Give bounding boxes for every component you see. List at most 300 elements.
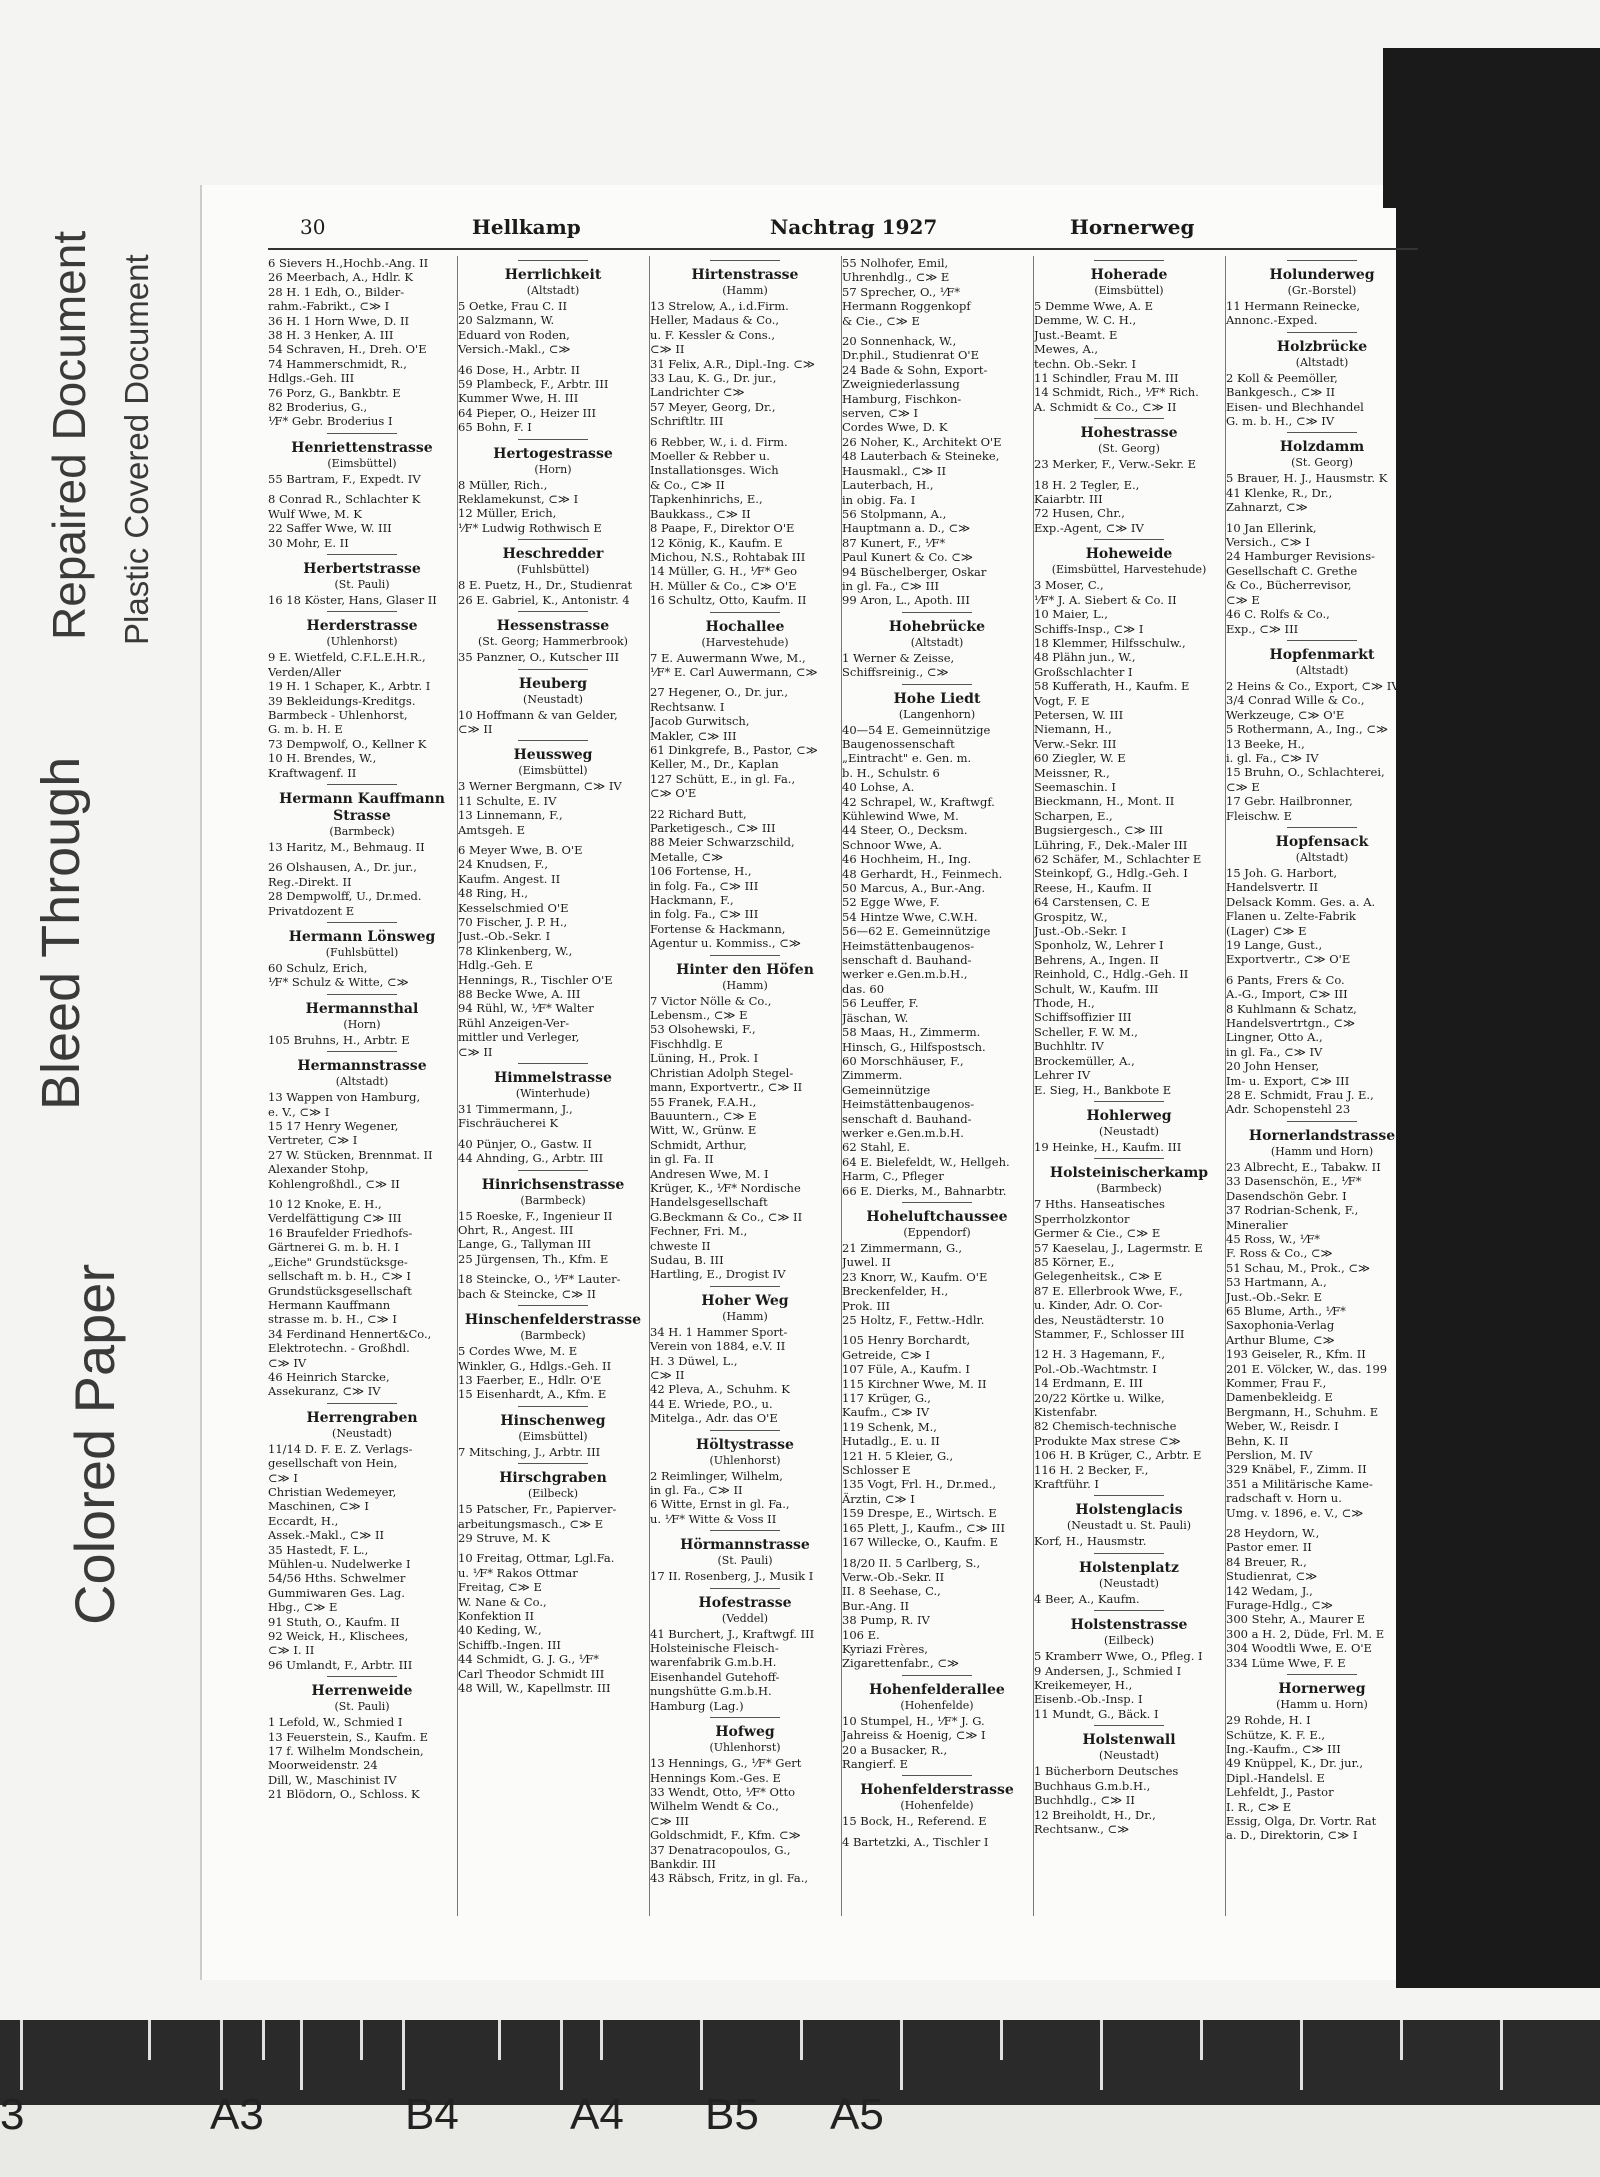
resident-entry: 22 Richard Butt,	[650, 806, 747, 821]
resident-entry: 7 Hths. Hanseatisches	[1034, 1197, 1165, 1212]
resident-entry: ⅟F* J. A. Siebert & Co. II	[1034, 592, 1177, 607]
resident-entry: Eduard von Roden,	[458, 327, 570, 342]
resident-entry: 35 Hastedt, F. L.,	[268, 1542, 369, 1557]
street-district: (Harvestehude)	[701, 635, 789, 649]
running-header	[300, 215, 1420, 249]
resident-entry: Kyriazi Frères,	[842, 1641, 928, 1656]
resident-entry: 20 Sonnenhack, W.,	[842, 334, 957, 349]
resident-entry: Goldschmidt, F., Kfm. ⊂≫	[650, 1828, 801, 1843]
resident-entry: Grospitz, W.,	[1034, 909, 1108, 924]
street-heading: Hoheluftchaussee	[866, 1208, 1008, 1225]
resident-entry: 48 Lauterbach & Steineke,	[842, 449, 1000, 464]
resident-entry: Landrichter ⊂≫	[650, 385, 745, 400]
resident-entry: 201 E. Völcker, W., das. 199	[1226, 1361, 1388, 1376]
street-district: (St. Pauli)	[334, 1700, 390, 1714]
resident-entry: 31 Timmermann, J.,	[458, 1102, 573, 1117]
resident-entry: 107 Füle, A., Kaufm. I	[842, 1362, 970, 1377]
resident-entry: & Cie., ⊂≫ E	[842, 313, 920, 328]
resident-entry: 87 E. Ellerbrook Wwe, F.,	[1034, 1283, 1183, 1298]
resident-entry: Flanen u. Zelte-Fabrik	[1226, 909, 1356, 924]
street-heading: Hermann Kauffmann Strasse	[279, 790, 445, 824]
resident-entry: Germer & Cie., ⊂≫ E	[1034, 1226, 1161, 1241]
resident-entry: 9 Andersen, J., Schmied I	[1034, 1663, 1182, 1678]
resident-entry: 23 Albrecht, E., Tabakw. II	[1226, 1159, 1381, 1174]
ruler-tick	[1300, 2020, 1303, 2090]
street-heading: Hohlerweg	[1086, 1107, 1172, 1124]
street-heading: Hessenstrasse	[496, 618, 610, 635]
resident-entry: 60 Morschhäuser, F.,	[842, 1053, 964, 1068]
resident-entry: Carl Theodor Schmidt III	[458, 1666, 605, 1681]
ruler-label: A5	[830, 2090, 884, 2139]
resident-entry: Breckenfelder, H.,	[842, 1284, 949, 1299]
resident-entry: 115 Kirchner Wwe, M. II	[842, 1376, 987, 1391]
resident-entry: W. Nane & Co.,	[458, 1594, 547, 1609]
resident-entry: Lüning, H., Prok. I	[650, 1051, 759, 1066]
resident-entry: 28 E. Schmidt, Frau J. E.,	[1226, 1088, 1374, 1103]
header-rule	[268, 248, 1418, 250]
resident-entry: 18 Klemmer, Hilfsschulw.,	[1034, 635, 1186, 650]
resident-entry: 17 Gebr. Hailbronner,	[1226, 794, 1353, 809]
street-heading: Himmelstrasse	[494, 1070, 612, 1087]
resident-entry: 13 Linnemann, F.,	[458, 808, 563, 823]
street-divider	[1094, 1610, 1164, 1611]
resident-entry: 34 Ferdinand Hennert&Co.,	[268, 1326, 432, 1341]
resident-entry: Vogt, F. E	[1034, 693, 1090, 708]
column-rule	[649, 256, 650, 1916]
resident-entry: Kesselschmied O'E	[458, 900, 569, 915]
resident-entry: 91 Stuth, O., Kaufm. II	[268, 1614, 400, 1629]
resident-entry: 13 Hennings, G., ⅟F* Gert	[650, 1756, 802, 1771]
resident-entry: Konfektion II	[458, 1608, 535, 1623]
street-district: (Neustadt)	[523, 692, 583, 706]
resident-entry: Bieckmann, H., Mont. II	[1034, 794, 1175, 809]
scanner-dark-edge	[1396, 48, 1600, 1988]
resident-entry: 19 Heinke, H., Kaufm. III	[1034, 1139, 1182, 1154]
street-heading: Henriettenstrasse	[291, 439, 433, 456]
resident-entry: 16 Schultz, Otto, Kaufm. II	[650, 593, 807, 608]
street-divider	[518, 1063, 588, 1064]
resident-entry: 46 Heinrich Starcke,	[268, 1369, 390, 1384]
resident-entry: Keller, M., Dr., Kaplan	[650, 757, 779, 772]
resident-entry: 10 Maier, L.,	[1034, 607, 1108, 622]
resident-entry: 55 Franek, F.A.H.,	[650, 1094, 757, 1109]
resident-entry: werker e.Gen.m.b.H.	[842, 1125, 964, 1140]
resident-entry: Lehrer IV	[1034, 1068, 1091, 1083]
resident-entry: Petersen, W. III	[1034, 707, 1124, 722]
resident-entry: ⅟F* Ludwig Rothwisch E	[458, 520, 602, 535]
ruler-tick	[560, 2020, 563, 2090]
resident-entry: serven, ⊂≫ I	[842, 406, 919, 421]
resident-entry: 20 John Henser,	[1226, 1059, 1320, 1074]
resident-entry: Schiffb.-Ingen. III	[458, 1637, 561, 1652]
street-district: (Altstadt)	[526, 284, 580, 297]
resident-entry: Delsack Komm. Ges. a. A.	[1226, 894, 1376, 909]
street-district: (Hamm u. Horn)	[1276, 1698, 1368, 1712]
resident-entry: 64 Carstensen, C. E	[1034, 895, 1150, 910]
resident-entry: 19 H. 1 Schaper, K., Arbtr. I	[268, 679, 431, 694]
resident-entry: Prok. III	[842, 1298, 891, 1313]
resident-entry: Hdlg.-Geh. E	[458, 958, 534, 973]
street-district: (Hamm)	[722, 284, 768, 297]
resident-entry: F. Ross & Co., ⊂≫	[1226, 1246, 1333, 1261]
resident-entry: Handelsvertrtgn., ⊂≫	[1226, 1016, 1355, 1031]
street-heading: Holzdamm	[1279, 439, 1365, 456]
resident-entry: Gummiwaren Ges. Lag.	[268, 1585, 405, 1600]
street-heading: Holsteinischerkamp	[1049, 1165, 1209, 1182]
directory-column	[1226, 256, 1418, 1916]
resident-entry: 3 Moser, C.,	[1034, 578, 1104, 593]
resident-entry: 121 H. 5 Kleier, G.,	[842, 1448, 954, 1463]
street-divider	[902, 1675, 972, 1676]
resident-entry: Harm, C., Pfleger	[842, 1169, 944, 1184]
street-heading: Hirtenstrasse	[691, 267, 799, 283]
resident-entry: 28 H. 1 Edh, O., Bilder-	[268, 284, 405, 299]
resident-entry: Behrens, A., Ingen. II	[1034, 952, 1159, 967]
street-heading: Hermannsthal	[305, 1000, 419, 1017]
resident-entry: 76 Porz, G., Bankbtr. E	[268, 385, 401, 400]
resident-entry: 13 Haritz, M., Behmaug. II	[268, 839, 425, 854]
resident-entry: Kommer, Frau F.,	[1226, 1375, 1327, 1390]
label-colored-paper: Colored Paper	[63, 1263, 126, 1625]
street-divider	[902, 684, 972, 685]
resident-entry: 51 Schau, M., Prok., ⊂≫	[1226, 1260, 1371, 1275]
resident-entry: ⊂≫ IV	[268, 1355, 307, 1370]
resident-entry: Exp.-Agent, ⊂≫ IV	[1034, 520, 1144, 535]
resident-entry: in gl. Fa., ⊂≫ IV	[1226, 1044, 1323, 1059]
resident-entry: Hennings Kom.-Ges. E	[650, 1770, 781, 1785]
resident-entry: 25 Jürgensen, Th., Kfm. E	[458, 1251, 609, 1266]
resident-entry: Bergmann, H., Schuhm. E	[1226, 1404, 1379, 1419]
resident-entry: 193 Geiseler, R., Kfm. II	[1226, 1347, 1366, 1362]
street-district: (Hamm und Horn)	[1270, 1144, 1374, 1158]
resident-entry: Behn, K. II	[1226, 1433, 1289, 1448]
directory-column	[842, 256, 1032, 1916]
resident-entry: Holsteinische Fleisch-	[650, 1641, 779, 1656]
resident-entry: 42 Schrapel, W., Kraftwgf.	[842, 794, 995, 809]
resident-entry: Christian Adolph Stegel-	[650, 1065, 794, 1080]
street-district: (Veddel)	[721, 1611, 769, 1625]
resident-entry: Barmbeck - Uhlenhorst,	[268, 707, 408, 722]
resident-entry: 24 Hamburger Revisions-	[1226, 549, 1376, 564]
resident-entry: 7 Victor Nölle & Co.,	[650, 993, 772, 1008]
resident-entry: ⅟F* E. Carl Auwermann, ⊂≫	[650, 664, 818, 679]
street-heading: Hohebrücke	[888, 618, 986, 635]
resident-entry: werker e.Gen.m.b.H.,	[842, 967, 968, 982]
resident-entry: 6 Rebber, W., i. d. Firm.	[650, 434, 788, 449]
street-divider	[518, 740, 588, 741]
resident-entry: Parketigesch., ⊂≫ III	[650, 821, 776, 835]
resident-entry: Verein von 1884, e.V. II	[650, 1339, 786, 1354]
resident-entry: Reg.-Direkt. II	[268, 874, 352, 889]
street-district: (Neustadt)	[1099, 1576, 1159, 1590]
resident-entry: a. D., Direktorin, ⊂≫ I	[1226, 1828, 1358, 1843]
resident-entry: Buchhltr. IV	[1034, 1039, 1104, 1054]
resident-entry: 33 Lau, K. G., Dr. jur.,	[650, 371, 777, 386]
resident-entry: Handelsvertr. II	[1226, 880, 1319, 895]
resident-entry: Hamburg (Lag.)	[650, 1698, 744, 1713]
resident-entry: 55 Nolhofer, Emil,	[842, 256, 949, 270]
resident-entry: i. gl. Fa., ⊂≫ IV	[1226, 750, 1319, 765]
ruler-label: 3	[0, 2090, 25, 2139]
resident-entry: Schiffs-Insp., ⊂≫ I	[1034, 621, 1144, 636]
street-heading: Hoher Weg	[701, 1292, 789, 1309]
resident-entry: Freitag, ⊂≫ E	[458, 1580, 542, 1595]
resident-entry: mann, Exportvertr., ⊂≫ II	[650, 1080, 803, 1095]
street-divider	[1287, 260, 1357, 261]
resident-entry: 5 Kramberr Wwe, O., Pfleg. I	[1034, 1649, 1203, 1664]
resident-entry: Rechtsanw. I	[650, 699, 725, 714]
resident-entry: radschaft v. Horn u.	[1226, 1491, 1342, 1506]
street-divider	[1094, 1101, 1164, 1102]
street-divider	[327, 922, 397, 923]
street-district: (Eppendorf)	[903, 1225, 971, 1239]
resident-entry: 15 17 Henry Wegener,	[268, 1119, 399, 1134]
resident-entry: Thode, H.,	[1034, 996, 1095, 1011]
resident-entry: Reese, H., Kaufm. II	[1034, 880, 1152, 895]
resident-entry: 117 Krüger, G.,	[842, 1391, 931, 1406]
resident-entry: in folg. Fa., ⊂≫ III	[650, 907, 759, 922]
resident-entry: Moeller & Rebber u.	[650, 449, 770, 464]
street-heading: Hohe Liedt	[893, 690, 981, 707]
street-divider	[902, 612, 972, 613]
street-divider	[1287, 332, 1357, 333]
street-divider	[1287, 640, 1357, 641]
resident-entry: 24 Bade & Sohn, Export-	[842, 362, 988, 377]
column-rule	[457, 256, 458, 1916]
header-title: Nachtrag 1927	[770, 215, 938, 239]
resident-entry: 15 Bruhn, O., Schlachterei,	[1226, 765, 1385, 780]
street-district: (Altstadt)	[910, 635, 964, 649]
street-district: (Langenhorn)	[898, 707, 976, 721]
resident-entry: 26 E. Gabriel, K., Antonistr. 4	[458, 592, 630, 607]
resident-entry: Cordes Wwe, D. K	[842, 420, 948, 435]
resident-entry: 99 Aron, L., Apoth. III	[842, 593, 970, 608]
resident-entry: arbeitungsmasch., ⊂≫ E	[458, 1516, 604, 1531]
street-district: (Barmbeck)	[329, 824, 395, 838]
resident-entry: 21 Blödorn, O., Schloss. K	[268, 1787, 420, 1802]
resident-entry: Baukkass., ⊂≫ II	[650, 506, 751, 521]
resident-entry: Uhrenhdlg., ⊂≫ E	[842, 270, 950, 285]
street-divider	[1094, 1158, 1164, 1159]
resident-entry: Schmidt, Arthur,	[650, 1137, 747, 1152]
resident-entry: Hackmann, F.,	[650, 893, 734, 908]
resident-entry: Annonc.-Exped.	[1226, 313, 1318, 328]
resident-entry: 44 E. Wriede, P.O., u.	[650, 1396, 773, 1411]
resident-entry: 12 Müller, Erich,	[458, 506, 557, 521]
resident-entry: Tapkenhinrichs, E.,	[650, 492, 763, 507]
resident-entry: 167 Willecke, O., Kaufm. E	[842, 1535, 999, 1550]
resident-entry: Pol.-Ob.-Wachtmstr. I	[1034, 1361, 1157, 1376]
resident-entry: 44 Schmidt, G. J. G., ⅟F*	[458, 1652, 600, 1667]
ruler-label: B4	[405, 2090, 459, 2139]
resident-entry: Schult, W., Kaufm. III	[1034, 981, 1159, 996]
street-district: (Eilbeck)	[1103, 1634, 1155, 1648]
street-divider	[518, 260, 588, 261]
resident-entry: Jäschan, W.	[842, 1010, 909, 1025]
resident-entry: Furage-Hdlg., ⊂≫	[1226, 1598, 1333, 1613]
resident-entry: Installationsges. Wich	[650, 463, 779, 478]
resident-entry: Fortense & Hackmann,	[650, 921, 786, 936]
label-plastic-covered-document: Plastic Covered Document	[118, 254, 155, 645]
resident-entry: 88 Becke Wwe, A. III	[458, 987, 581, 1001]
resident-entry: 33 Wendt, Otto, ⅟F* Otto	[650, 1784, 796, 1799]
resident-entry: 7 Mitsching, J., Arbtr. III	[458, 1444, 601, 1459]
resident-entry: 59 Plambeck, F., Arbtr. III	[458, 377, 609, 392]
resident-entry: 14 Erdmann, E. III	[1034, 1376, 1143, 1391]
resident-entry: Exp., ⊂≫ III	[1226, 621, 1299, 636]
street-district: (St. Georg)	[1098, 442, 1160, 456]
resident-entry: Essig, Olga, Dr. Vortr. Rat	[1226, 1813, 1377, 1828]
resident-entry: Versich., ⊂≫ I	[1226, 535, 1310, 550]
resident-entry: 49 Knüppel, K., Dr. jur.,	[1226, 1756, 1364, 1771]
resident-entry: Fischhdlg. E	[650, 1036, 723, 1051]
resident-entry: Fechner, Fri. M.,	[650, 1224, 748, 1239]
street-heading: Holzbrücke	[1276, 338, 1368, 355]
street-divider	[710, 955, 780, 956]
street-divider	[327, 611, 397, 612]
resident-entry: Hermann Roggenkopf	[842, 299, 971, 314]
street-heading: Hohenfelderstrasse	[860, 1782, 1014, 1799]
resident-entry: 11 Schulte, E. IV	[458, 793, 557, 808]
resident-entry: 14 Schmidt, Rich., ⅟F* Rich.	[1034, 385, 1199, 400]
resident-entry: ⅟F* Gebr. Broderius I	[268, 414, 393, 429]
resident-entry: 26 Olshausen, A., Dr. jur.,	[268, 860, 417, 875]
street-district: (Fuhlsbüttel)	[516, 563, 590, 577]
street-heading: Hirschgraben	[499, 1470, 607, 1487]
resident-entry: Exportvertr., ⊂≫ O'E	[1226, 952, 1351, 967]
resident-entry: Jahreiss & Hoenig, ⊂≫ I	[842, 1728, 986, 1743]
resident-entry: 23 Merker, F., Verw.-Sekr. E	[1034, 457, 1197, 472]
street-heading: Hohestrasse	[1080, 425, 1178, 442]
street-heading: Hinschenfelderstrasse	[464, 1312, 642, 1329]
resident-entry: Großschlachter I	[1034, 664, 1133, 679]
resident-entry: 12 H. 3 Hagemann, F.,	[1034, 1347, 1166, 1362]
resident-entry: Kaufm. Angest. II	[458, 871, 561, 886]
ruler-tick	[360, 2020, 363, 2060]
resident-entry: 48 Plähn jun., W.,	[1034, 650, 1136, 665]
resident-entry: 30 Mohr, E. II	[268, 535, 349, 550]
resident-entry: 37 Denatracopoulos, G.,	[650, 1842, 791, 1857]
resident-entry: Kohlengroßhdl., ⊂≫ II	[268, 1176, 400, 1191]
resident-entry: Stammer, F., Schlosser III	[1034, 1326, 1185, 1341]
resident-entry: 64 Pieper, O., Heizer III	[458, 405, 597, 420]
resident-entry: Schiffsoffizier III	[1034, 1010, 1132, 1025]
resident-entry: 37 Rodrian-Schenk, F.,	[1226, 1203, 1359, 1218]
resident-entry: 5 Brauer, H. J., Hausmstr. K	[1226, 471, 1388, 486]
resident-entry: 46 C. Rolfs & Co.,	[1226, 607, 1330, 622]
street-divider	[1287, 827, 1357, 828]
resident-entry: in gl. Fa., ⊂≫ III	[842, 578, 940, 593]
resident-entry: chweste II	[650, 1238, 711, 1253]
street-district: (Eimsbüttel)	[1094, 284, 1164, 297]
resident-entry: Kummer Wwe, H. III	[458, 391, 579, 406]
resident-entry: Just.-Ob.-Sekr. I	[1034, 924, 1127, 939]
resident-entry: 8 Müller, Rich.,	[458, 477, 548, 492]
resident-entry: 105 Henry Borchardt,	[842, 1333, 971, 1348]
resident-entry: 55 Bartram, F., Expedt. IV	[268, 471, 421, 486]
resident-entry: Bugsiergesch., ⊂≫ III	[1034, 823, 1163, 838]
street-district: (Eilbeck)	[527, 1487, 579, 1501]
resident-entry: 34 H. 1 Hammer Sport-	[650, 1324, 788, 1339]
resident-entry: 45 Ross, W., ⅟F*	[1226, 1231, 1321, 1246]
resident-entry: 1 Werner & Zeisse,	[842, 650, 955, 665]
resident-entry: Schiffsreinig., ⊂≫	[842, 665, 949, 680]
resident-entry: Verw.-Ob.-Sekr. II	[842, 1569, 945, 1584]
resident-entry: 25 Holtz, F., Fettw.-Hdlr.	[842, 1313, 985, 1327]
resident-entry: 39 Bekleidungs-Kreditgs.	[268, 693, 416, 708]
resident-entry: Rangierf. E	[842, 1756, 909, 1771]
resident-entry: 10 Hoffmann & van Gelder,	[458, 707, 618, 722]
resident-entry: 15 Bock, H., Referend. E	[842, 1814, 987, 1829]
resident-entry: 2 Heins & Co., Export, ⊂≫ IV	[1226, 678, 1400, 693]
resident-entry: Hausmakl., ⊂≫ II	[842, 463, 946, 478]
ruler-tick	[900, 2020, 903, 2090]
resident-entry: Lange, G., Tallyman III	[458, 1237, 592, 1252]
resident-entry: 15 Patscher, Fr., Papierver-	[458, 1502, 617, 1517]
resident-entry: 60 Schulz, Erich,	[268, 961, 368, 975]
resident-entry: & Co., ⊂≫ II	[650, 477, 725, 492]
resident-entry: in gl. Fa. II	[650, 1152, 714, 1167]
resident-entry: Jacob Gurwitsch,	[650, 714, 750, 729]
street-district: (Horn)	[534, 462, 572, 476]
resident-entry: 62 Schäfer, M., Schlachter E	[1034, 852, 1202, 866]
resident-entry: Lehfeldt, J., Pastor	[1226, 1785, 1334, 1800]
label-bleed-through: Bleed Through	[31, 756, 91, 1110]
resident-entry: Buchhaus G.m.b.H.,	[1034, 1778, 1151, 1793]
street-district: (Altstadt)	[335, 1075, 389, 1089]
resident-entry: 27 Hegener, O., Dr. jur.,	[650, 685, 789, 700]
street-heading: Herrlichkeit	[504, 267, 602, 283]
resident-entry: 48 Will, W., Kapellmstr. III	[458, 1681, 611, 1695]
street-divider	[327, 554, 397, 555]
street-heading: Holstenwall	[1082, 1732, 1176, 1749]
directory-column	[268, 256, 456, 1916]
street-district: (Eimsbüttel)	[518, 1429, 588, 1443]
street-divider	[518, 1463, 588, 1464]
resident-entry: 3 Werner Bergmann, ⊂≫ IV	[458, 779, 622, 794]
resident-entry: Metalle, ⊂≫	[650, 849, 724, 864]
resident-entry: senschaft d. Bauhand-	[842, 953, 972, 968]
resident-entry: ⅟F* Schulz & Witte, ⊂≫	[268, 975, 409, 990]
ruler-label: A4	[570, 2090, 624, 2139]
resident-entry: Mineralier	[1226, 1217, 1288, 1232]
street-district: (Barmbeck)	[1096, 1182, 1162, 1196]
resident-entry: Heller, Madaus & Co.,	[650, 313, 780, 328]
resident-entry: 26 Noher, K., Architekt O'E	[842, 434, 1002, 449]
resident-entry: (Lager) ⊂≫ E	[1226, 923, 1307, 938]
resident-entry: Schlosser E	[842, 1463, 911, 1478]
resident-entry: Hauptmann a. D., ⊂≫	[842, 521, 971, 536]
ruler-tick	[800, 2020, 803, 2060]
resident-entry: 10 Jan Ellerink,	[1226, 520, 1317, 535]
street-heading: Heschredder	[502, 546, 604, 563]
resident-entry: 6 Witte, Ernst in gl. Fa.,	[650, 1497, 790, 1512]
street-heading: Hornerweg	[1278, 1681, 1366, 1698]
street-divider	[327, 1403, 397, 1404]
resident-entry: 10 Stumpel, H., ⅟F* J. G.	[842, 1713, 985, 1728]
ruler-tick	[1200, 2020, 1203, 2060]
resident-entry: 56 Leuffer, F.	[842, 996, 919, 1011]
resident-entry: Assek.-Makl., ⊂≫ II	[268, 1528, 385, 1543]
resident-entry: Studienrat, ⊂≫	[1226, 1569, 1318, 1584]
resident-entry: 5 Rothermann, A., Ing., ⊂≫	[1226, 722, 1388, 737]
resident-entry: 40 Pünjer, O., Gastw. II	[458, 1136, 592, 1151]
resident-entry: Michou, N.S., Rohtabak III	[650, 549, 806, 564]
resident-entry: Mitelga., Adr. das O'E	[650, 1411, 778, 1426]
resident-entry: 14 Müller, G. H., ⅟F* Geo	[650, 564, 798, 579]
resident-entry: 29 Rohde, H. I	[1226, 1713, 1311, 1728]
street-heading: Hopfenmarkt	[1269, 646, 1375, 663]
